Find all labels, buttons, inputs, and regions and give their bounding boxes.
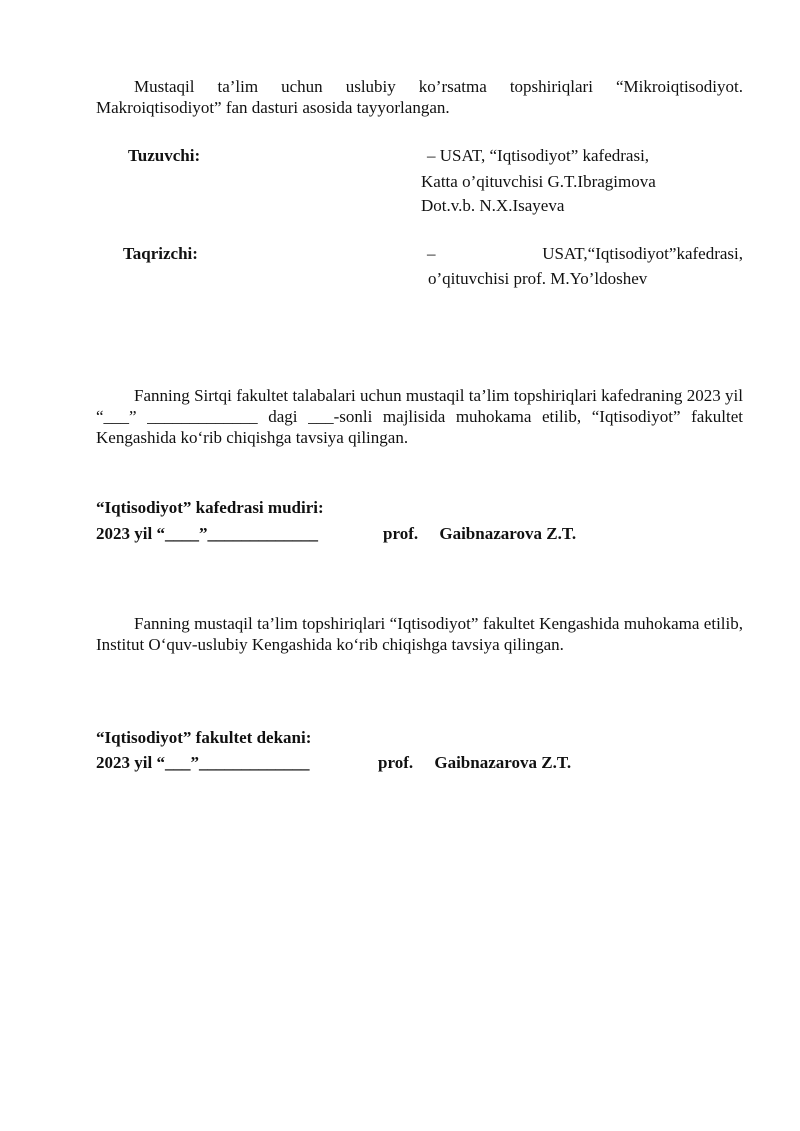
intro-paragraph: Mustaqil ta’lim uchun uslubiy ko’rsatma topshiriqlari “Mikroiqtisodiyot. Makroiqtisodiyot” fan dasturi asosida tayyorlangan. <box>96 77 743 117</box>
dean-date: 2023 yil “___”_____________ <box>96 753 310 772</box>
reviewer-line-2: o’qituvchisi prof. M.Yo’ldoshev <box>428 269 648 288</box>
dept-head-date: 2023 yil “____”_____________ <box>96 524 318 543</box>
dean-name: prof. Gaibnazarova Z.T. <box>378 753 572 772</box>
author-line-3: Dot.v.b. N.X.Isayeva <box>421 196 565 215</box>
author-label: Tuzuvchi: <box>128 146 201 165</box>
dept-head-title: “Iqtisodiyot” kafedrasi mudiri: <box>96 498 324 517</box>
author-line-2: Katta o’qituvchisi G.T.Ibragimova <box>421 172 656 191</box>
dept-head-name: prof. Gaibnazarova Z.T. <box>383 524 577 543</box>
council-paragraph: Fanning mustaqil ta’lim topshiriqlari “Iqtisodiyot” fakultet Kengashida muhokama etilib, Institut O‘quv-uslubiy Kengashida ko‘rib chiqishga tavsiya qilingan. <box>96 614 743 654</box>
author-line-1: – USAT, “Iqtisodiyot” kafedrasi, <box>427 146 650 165</box>
discussion-paragraph: Fanning Sirtqi fakultet talabalari uchun mustaqil ta’lim topshiriqlari kafedraning 2023 yil “___” _____________ dagi ___-sonli majlisida muhokama etilib, “Iqtisodiyot” fakultet Kengashida ko‘rib chiqishga tavsiya qilingan. <box>96 386 743 447</box>
reviewer-line-1: USAT,“Iqtisodiyot”kafedrasi, <box>542 244 743 263</box>
reviewer-label: Taqrizchi: <box>123 244 198 263</box>
dean-title: “Iqtisodiyot” fakultet dekani: <box>96 728 312 747</box>
reviewer-dash: – <box>427 244 436 263</box>
